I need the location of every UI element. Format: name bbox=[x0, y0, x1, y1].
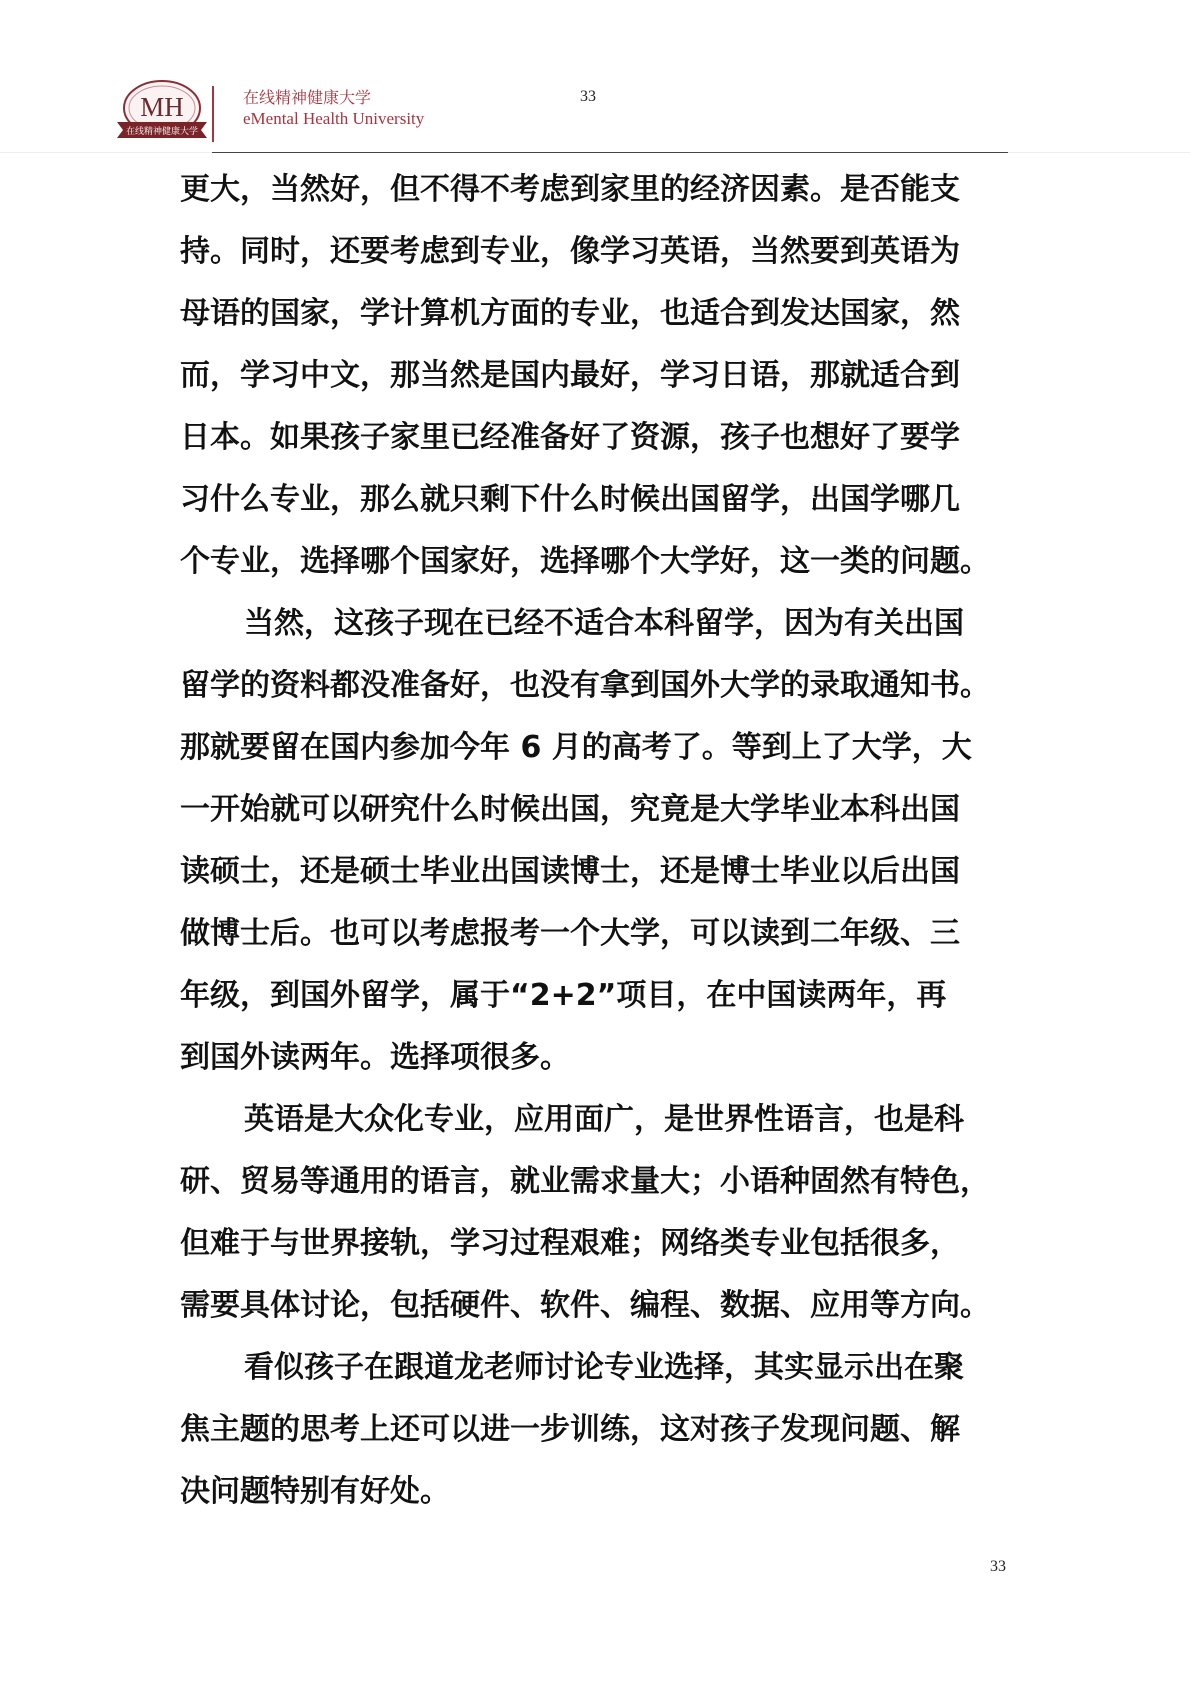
header-page-number: 33 bbox=[580, 88, 596, 105]
text-line: 到国外读两年。选择项很多。 bbox=[180, 1040, 570, 1075]
text-line: 母语的国家，学计算机方面的专业，也适合到发达国家，然 bbox=[180, 296, 960, 331]
text-line: 但难于与世界接轨，学习过程艰难；网络类专业包括很多， bbox=[180, 1226, 960, 1261]
body-text bbox=[180, 159, 1022, 1523]
text-line: 留学的资料都没准备好，也没有拿到国外大学的录取通知书。 bbox=[180, 668, 990, 703]
text-line: 当然，这孩子现在已经不适合本科留学，因为有关出国 bbox=[244, 606, 964, 641]
text-line: 英语是大众化专业，应用面广，是世界性语言，也是科 bbox=[244, 1102, 964, 1137]
text-line: 焦主题的思考上还可以进一步训练，这对孩子发现问题、解 bbox=[180, 1412, 960, 1447]
text-line: 而，学习中文，那当然是国内最好，学习日语，那就适合到 bbox=[180, 358, 960, 393]
org-name-chinese: 在线精神健康大学 bbox=[243, 88, 372, 107]
text-line: 习什么专业，那么就只剩下什么时候出国留学，出国学哪几 bbox=[180, 482, 960, 517]
text-line: 看似孩子在跟道龙老师讨论专业选择，其实显示出在聚 bbox=[244, 1350, 964, 1385]
logo-letters: MH bbox=[140, 92, 184, 122]
text-line: 更大，当然好，但不得不考虑到家里的经济因素。是否能支 bbox=[180, 172, 960, 207]
text-line: 个专业，选择哪个国家好，选择哪个大学好，这一类的问题。 bbox=[180, 544, 990, 579]
org-name-english: eMental Health University bbox=[243, 109, 425, 128]
logo-band-text: 在线精神健康大学 bbox=[125, 127, 199, 137]
paragraph bbox=[180, 1089, 1022, 1337]
text-line: 持。同时，还要考虑到专业，像学习英语，当然要到英语为 bbox=[180, 234, 960, 269]
mh-logo bbox=[117, 78, 207, 150]
text-line: 年级，到国外留学，属于“2+2”项目，在中国读两年，再 bbox=[180, 978, 947, 1013]
text-line: 研、贸易等通用的语言，就业需求量大；小语种固然有特色， bbox=[180, 1164, 990, 1199]
paragraph bbox=[180, 593, 1022, 1089]
text-line: 决问题特别有好处。 bbox=[180, 1474, 450, 1509]
paragraph bbox=[180, 159, 1022, 593]
paragraph bbox=[180, 1337, 1022, 1523]
text-line: 需要具体讨论，包括硬件、软件、编程、数据、应用等方向。 bbox=[180, 1288, 990, 1323]
text-line: 那就要留在国内参加今年 6 月的高考了。等到上了大学，大 bbox=[180, 730, 972, 765]
text-line: 一开始就可以研究什么时候出国，究竟是大学毕业本科出国 bbox=[180, 792, 960, 827]
header-divider bbox=[212, 86, 214, 142]
text-line: 读硕士，还是硕士毕业出国读博士，还是博士毕业以后出国 bbox=[180, 854, 960, 889]
text-line: 做博士后。也可以考虑报考一个大学，可以读到二年级、三 bbox=[180, 916, 960, 951]
text-line: 日本。如果孩子家里已经准备好了资源，孩子也想好了要学 bbox=[180, 420, 960, 455]
header-rule bbox=[212, 152, 1008, 153]
footer-page-number: 33 bbox=[990, 1558, 1006, 1575]
